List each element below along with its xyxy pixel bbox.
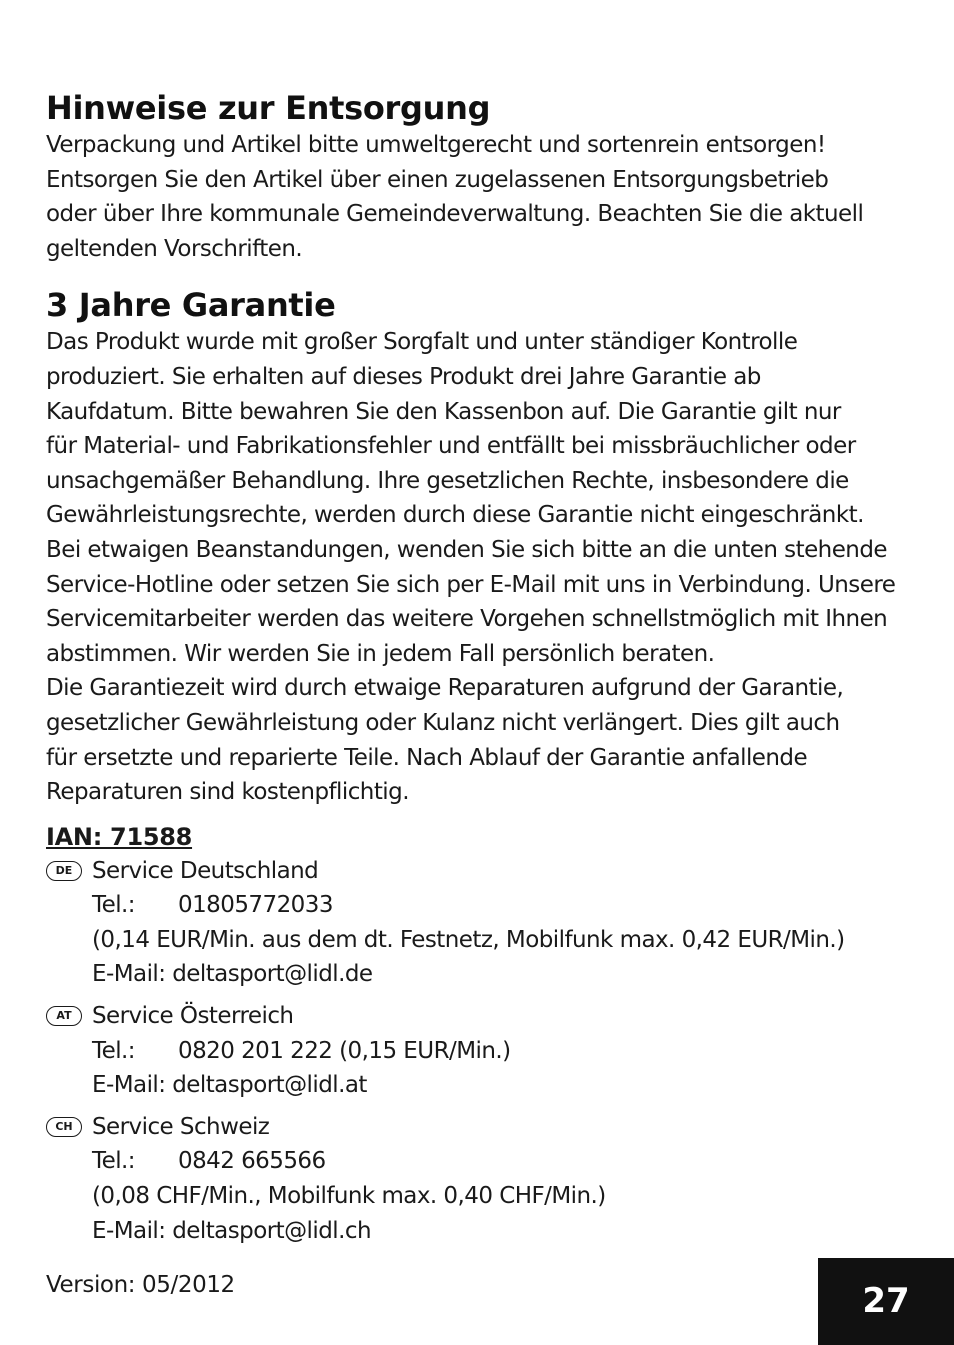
tel-label: Tel.: <box>92 1037 135 1064</box>
warranty-line: unsachgemäßer Behandlung. Ihre gesetzlichen Rechte, insbesondere die <box>46 467 849 494</box>
country-ch-icon: CH <box>46 1117 82 1137</box>
warranty-line: gesetzlicher Gewährleistung oder Kulanz nicht verlängert. Dies gilt auch <box>46 709 840 736</box>
service-email: E-Mail: deltasport@lidl.ch <box>92 1217 371 1244</box>
warranty-line: Das Produkt wurde mit großer Sorgfalt und unter ständiger Kontrolle <box>46 329 798 356</box>
tel-number: 01805772033 <box>178 892 333 919</box>
service-switzerland <box>46 1110 926 1248</box>
tel-label: Tel.: <box>92 1148 135 1175</box>
service-email: E-Mail: deltasport@lidl.at <box>92 1072 367 1099</box>
service-name: Service Schweiz <box>92 1113 270 1140</box>
warranty-line: produziert. Sie erhalten auf dieses Produkt drei Jahre Garantie ab <box>46 363 761 390</box>
country-de-icon: DE <box>46 861 82 881</box>
warranty-heading: 3 Jahre Garantie <box>46 286 336 325</box>
page-number: 27 <box>818 1258 954 1345</box>
service-email: E-Mail: deltasport@lidl.de <box>92 961 373 988</box>
warranty-line: für Material- und Fabrikationsfehler und entfällt bei missbräuchlicher oder <box>46 433 856 460</box>
tel-number: 0842 665566 <box>178 1148 326 1175</box>
tel-number: 0820 201 222 (0,15 EUR/Min.) <box>178 1037 511 1064</box>
service-note: (0,08 CHF/Min., Mobilfunk max. 0,40 CHF/Min.) <box>92 1183 606 1210</box>
ian-number: IAN: 71588 <box>46 822 193 851</box>
warranty-line: Reparaturen sind kostenpflichtig. <box>46 779 409 806</box>
service-germany <box>46 854 926 992</box>
warranty-line: Die Garantiezeit wird durch etwaige Reparaturen aufgrund der Garantie, <box>46 675 844 702</box>
page-content <box>46 88 926 1248</box>
disposal-line: Verpackung und Artikel bitte umweltgerecht und sortenrein entsorgen! <box>46 132 826 158</box>
service-austria <box>46 999 926 1103</box>
warranty-line: Gewährleistungsrechte, werden durch diese Garantie nicht eingeschränkt. <box>46 502 864 529</box>
service-name: Service Deutschland <box>92 857 319 884</box>
warranty-line: Servicemitarbeiter werden das weitere Vorgehen schnellstmöglich mit Ihnen <box>46 606 888 633</box>
warranty-text <box>46 325 926 809</box>
service-tel <box>92 1034 926 1069</box>
warranty-line: für ersetzte und reparierte Teile. Nach Ablauf der Garantie anfallende <box>46 744 808 771</box>
disposal-line: geltenden Vorschriften. <box>46 235 303 262</box>
disposal-heading: Hinweise zur Entsorgung <box>46 89 491 127</box>
service-note: (0,14 EUR/Min. aus dem dt. Festnetz, Mobilfunk max. 0,42 EUR/Min.) <box>92 926 845 953</box>
tel-label: Tel.: <box>92 892 135 919</box>
disposal-line: Entsorgen Sie den Artikel über einen zugelassenen Entsorgungsbetrieb <box>46 166 829 193</box>
warranty-line: Service-Hotline oder setzen Sie sich per E-Mail mit uns in Verbindung. Unsere <box>46 571 896 598</box>
disposal-line: oder über Ihre kommunale Gemeindeverwaltung. Beachten Sie die aktuell <box>46 201 864 228</box>
country-at-icon: AT <box>46 1006 82 1026</box>
version-label: Version: 05/2012 <box>46 1272 235 1298</box>
service-tel <box>92 1144 926 1179</box>
service-name: Service Österreich <box>92 1003 294 1030</box>
disposal-text <box>46 128 926 266</box>
warranty-line: abstimmen. Wir werden Sie in jedem Fall persönlich beraten. <box>46 640 715 667</box>
warranty-line: Kaufdatum. Bitte bewahren Sie den Kassenbon auf. Die Garantie gilt nur <box>46 398 841 425</box>
warranty-line: Bei etwaigen Beanstandungen, wenden Sie sich bitte an die unten stehende <box>46 536 887 563</box>
service-tel <box>92 888 926 923</box>
